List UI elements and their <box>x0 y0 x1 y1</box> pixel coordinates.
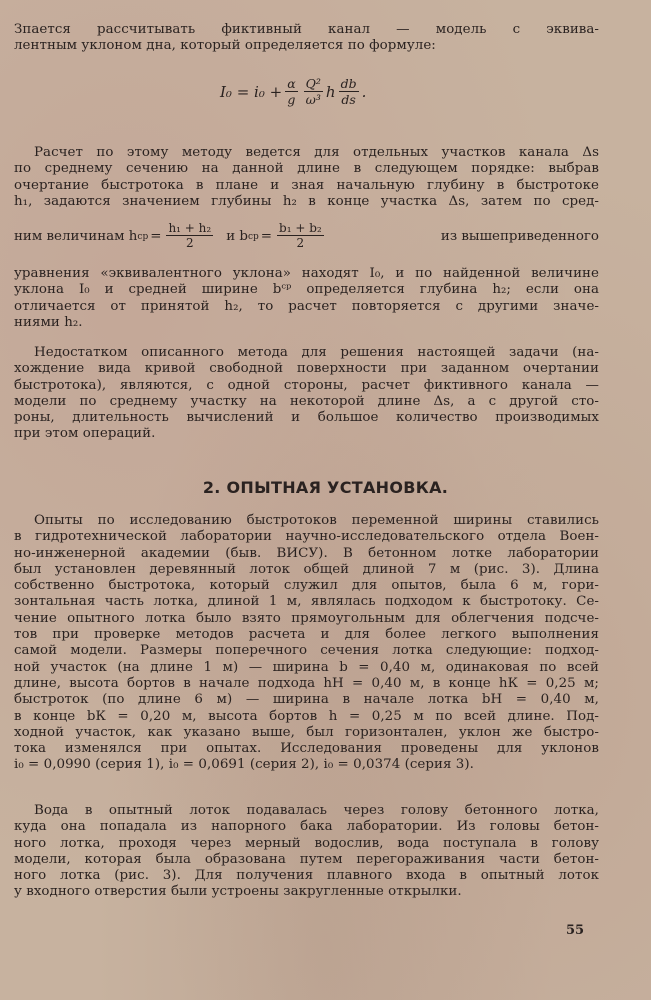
text-line: ходной участок, как указано выше, был горизонтален, уклон же быстро- <box>14 724 599 740</box>
average-values-line: ним величинам h ср = $\frac{\text{h₁ + h₂}}{2}$ и b ср = $\frac{\text{b₁ + b₂}}{2}$ из вышеприведенного <box>14 221 599 250</box>
text-line: был установлен деревянный лоток общей длиной 7 м (рис. 3). Длина <box>14 561 599 577</box>
equivalent-slope-formula: I₀ = i₀ + $\frac{\alpha}{g}$ $\frac{\text{Q²}}{\text{ω³}}$ h $\frac{db}{ds}$ . <box>220 76 367 107</box>
paragraph-experimental-setup <box>14 513 599 774</box>
text-line: роны, длительность вычислений и большое количество производимых <box>14 410 599 426</box>
text-line: по среднему сечению на данной длине в следующем порядке: выбрав <box>14 161 599 177</box>
text-line: ной участок (на длине 1 м) — ширина b = 0,40 м, одинаковая по всей <box>14 659 599 675</box>
text-line: модели, которая была образована путем перегораживания части бетон- <box>14 851 599 867</box>
text-line: ниями h₂. <box>14 314 83 330</box>
text-line: быстроток (по длине 6 м) — ширина в начале лотка bН = 0,40 м, <box>14 692 599 708</box>
text-line: самой модели. Размеры поперечного сечения лотка следующие: подход- <box>14 643 599 659</box>
text-line: при этом операций. <box>14 426 156 442</box>
text-line: но-инженерной академии (быв. ВИСУ). В бетонном лотке лаборатории <box>14 545 599 561</box>
formula-fraction-db-ds: $\frac{db}{ds}$ <box>340 76 357 107</box>
page-number: 55 <box>566 923 585 938</box>
text-line: зонтальная часть лотка, длиной 1 м, являлась подходом к быстротоку. Се- <box>14 594 599 610</box>
text-line: модели по среднему участку на некоторой длине Δs, а с другой сто- <box>14 393 599 409</box>
fraction-h-average: $\frac{\text{h₁ + h₂}}{2}$ <box>168 221 212 250</box>
formula-lhs: I₀ = i₀ + <box>220 82 283 101</box>
text-line: Опыты по исследованию быстротоков переменной ширины ставились <box>34 513 599 528</box>
text-line: очертание быстротока в плане и зная начальную глубину в быстротоке <box>14 177 599 193</box>
formula-fraction-q-omega: $\frac{\text{Q²}}{\text{ω³}}$ <box>305 76 321 107</box>
text-line: куда она попадала из напорного бака лаборатории. Из головы бетон- <box>14 819 599 835</box>
text-line: Недостатком описанного метода для решения настоящей задачи (на- <box>34 345 599 360</box>
text-line: h₁, задаются значением глубины h₂ в конце участка Δs, затем по сред- <box>14 193 599 209</box>
formula-h: h <box>325 82 336 101</box>
paragraph-method-continued <box>14 266 599 331</box>
text-line: хождение вида кривой свободной поверхности при заданном очертании <box>14 361 599 377</box>
text-line: быстротока), являются, с одной стороны, расчет фиктивного канала — <box>14 377 599 393</box>
paragraph-water-supply <box>14 803 599 901</box>
text-line: тов при проверке методов расчета и для более легкого выполнения <box>14 627 599 643</box>
text-line: в конце bК = 0,20 м, высота бортов h = 0,25 м по всей длине. Под- <box>14 708 599 724</box>
text-line: тока изменялся при опытах. Исследования проведены для уклонов <box>14 741 599 757</box>
text-line: собственно быстротока, который служил для опытов, была 6 м, гори- <box>14 578 599 594</box>
section-heading: 2. ОПЫТНАЯ УСТАНОВКА. <box>202 478 449 497</box>
text-line: ного лотка (рис. 3). Для получения плавного входа в опытный лоток <box>14 868 599 884</box>
text-line: ного лотка, проходя через мерный водослив, вода поступала в голову <box>14 835 599 851</box>
formula-fraction-alpha-g: $\frac{\alpha}{g}$ <box>287 76 296 107</box>
paragraph-method <box>14 145 599 210</box>
text-line: чение опытного лотка было взято прямоугольным для облегчения подсче- <box>14 610 599 626</box>
text-line: в гидротехнической лаборатории научно-исследовательского отдела Воен- <box>14 529 599 545</box>
paragraph-drawbacks <box>14 345 599 443</box>
text-line: Зпается рассчитывать фиктивный канал — модель с эквива- <box>14 22 599 37</box>
text-line: у входного отверстия были устроены закругленные открылки. <box>14 884 462 900</box>
fraction-b-average: $\frac{\text{b₁ + b₂}}{2}$ <box>279 221 322 250</box>
text-line: длине, высота бортов в начале подхода hН = 0,40 м, в конце hК = 0,25 м; <box>14 675 599 691</box>
paragraph-intro <box>14 22 599 55</box>
text-line: уравнения «эквивалентного уклона» находят I₀, и по найденной величине <box>14 266 599 281</box>
text-line: i₀ = 0,0990 (серия 1), i₀ = 0,0691 (серия 2), i₀ = 0,0374 (серия 3). <box>14 757 474 773</box>
text-line: уклона I₀ и средней ширине bᶜᵖ определяется глубина h₂; если она <box>14 282 599 298</box>
text-line: Расчет по этому методу ведется для отдельных участков канала Δs <box>34 145 599 160</box>
text-line: Вода в опытный лоток подавалась через голову бетонного лотка, <box>34 803 599 818</box>
text-line: лентным уклоном дна, который определяется по формуле: <box>14 38 436 54</box>
text-line: отличается от принятой h₂, то расчет повторяется с другими значе- <box>14 298 599 314</box>
